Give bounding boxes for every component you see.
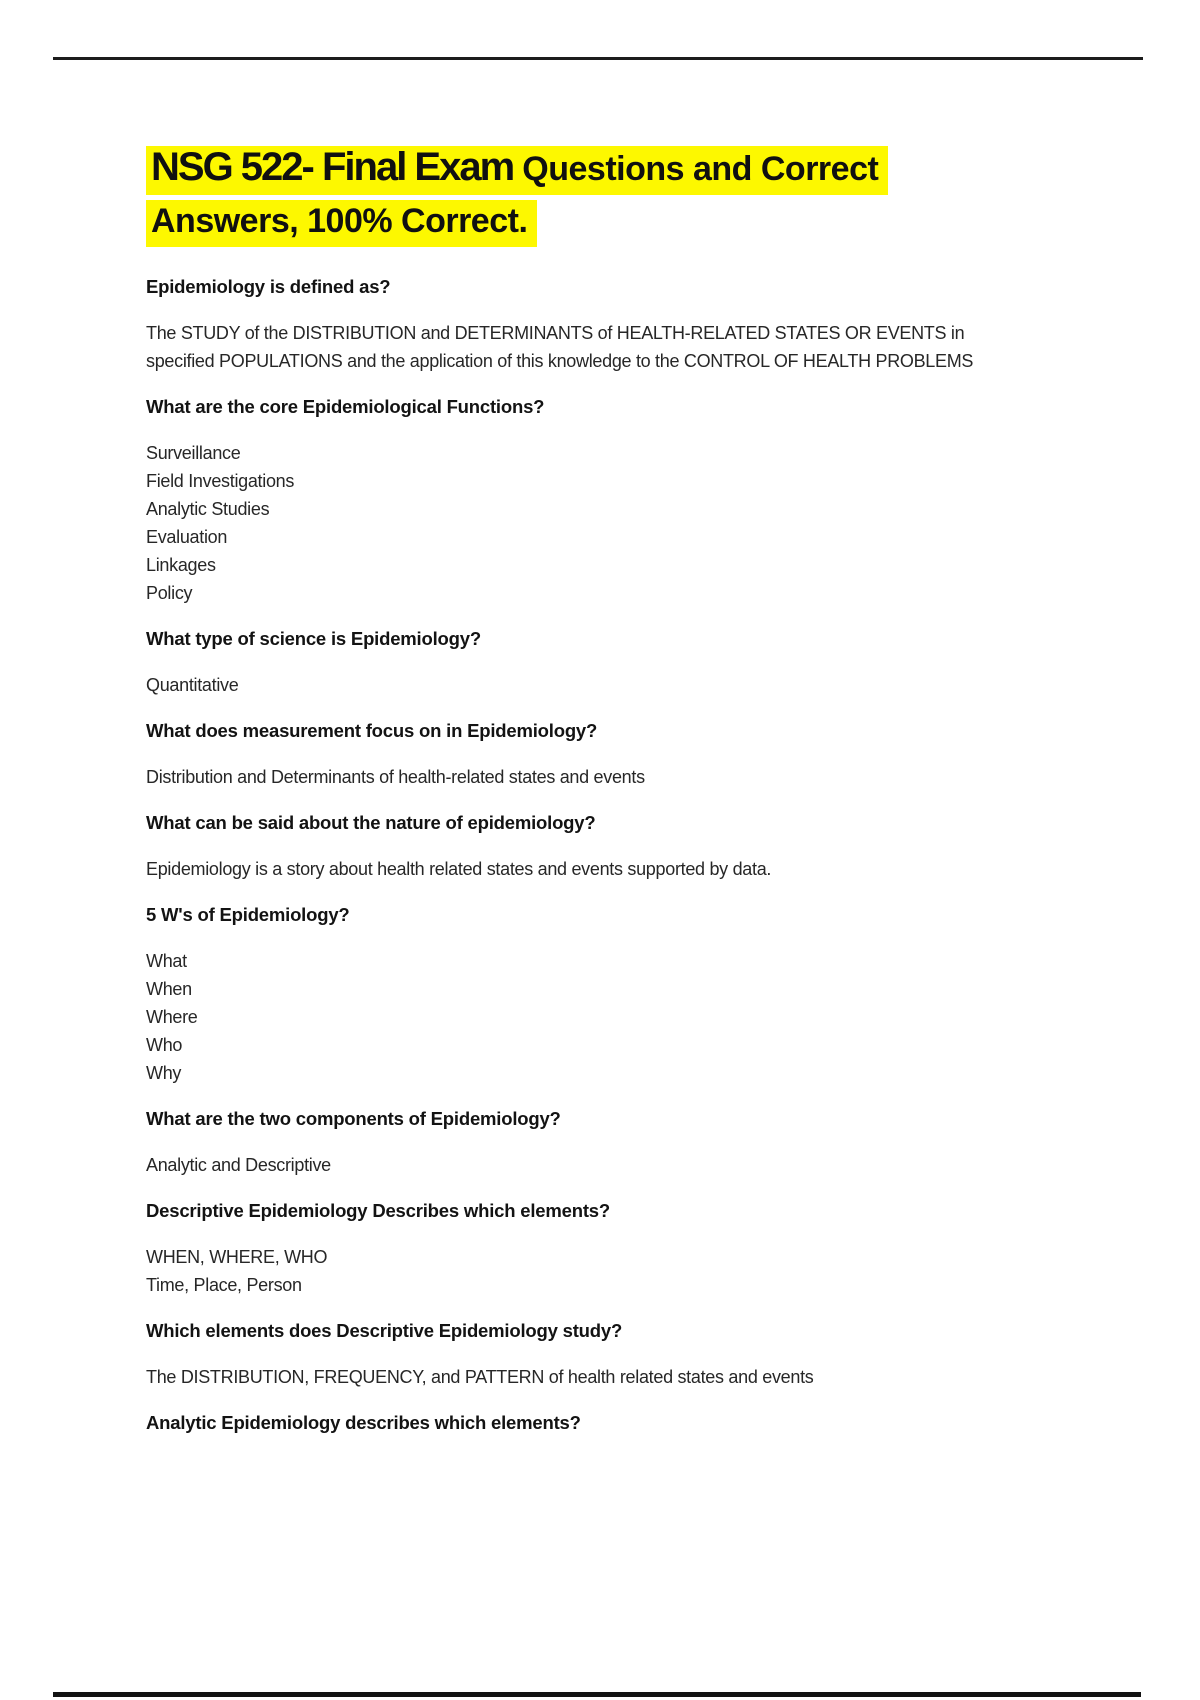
title-course-code: NSG 522- Final Exam bbox=[151, 145, 523, 189]
question-text: What type of science is Epidemiology? bbox=[146, 628, 481, 649]
question-text: What are the two components of Epidemiology? bbox=[146, 1108, 561, 1129]
answer-line: Time, Place, Person bbox=[146, 1275, 302, 1295]
title-line-2-text: Answers, 100% Correct. bbox=[151, 202, 528, 240]
qa-block bbox=[146, 273, 1066, 375]
document-title bbox=[146, 146, 1066, 247]
answer-line: The DISTRIBUTION, FREQUENCY, and PATTERN of health related states and events bbox=[146, 1367, 814, 1387]
qa-block bbox=[146, 625, 1066, 699]
answer-line: Distribution and Determinants of health-related states and events bbox=[146, 767, 645, 787]
answer-line: Policy bbox=[146, 583, 193, 603]
answer-line: The STUDY of the DISTRIBUTION and DETERMINANTS of HEALTH-RELATED STATES OR EVENTS in bbox=[146, 323, 965, 343]
question-text: 5 W's of Epidemiology? bbox=[146, 904, 350, 925]
title-line-1-highlight bbox=[146, 146, 888, 195]
question-text: Analytic Epidemiology describes which elements? bbox=[146, 1412, 581, 1433]
page-bottom-rule bbox=[53, 1692, 1141, 1697]
qa-block bbox=[146, 1317, 1066, 1391]
answer-line: Field Investigations bbox=[146, 471, 295, 491]
answer-text bbox=[146, 947, 1066, 1087]
question-text: Epidemiology is defined as? bbox=[146, 276, 391, 297]
document-body bbox=[146, 146, 1066, 1455]
question-text: Which elements does Descriptive Epidemiology study? bbox=[146, 1320, 623, 1341]
answer-text bbox=[146, 1243, 1066, 1299]
answer-line: Where bbox=[146, 1007, 198, 1027]
answer-line: Analytic and Descriptive bbox=[146, 1155, 331, 1175]
qa-block bbox=[146, 1105, 1066, 1179]
title-line-1 bbox=[146, 146, 1066, 195]
answer-text bbox=[146, 439, 1066, 607]
qa-block bbox=[146, 1409, 1066, 1437]
answer-line: Analytic Studies bbox=[146, 499, 270, 519]
qa-block bbox=[146, 901, 1066, 1087]
answer-line: What bbox=[146, 951, 187, 971]
title-line-2 bbox=[146, 200, 1066, 247]
qa-block bbox=[146, 1197, 1066, 1299]
answer-line: Evaluation bbox=[146, 527, 228, 547]
answer-text bbox=[146, 671, 1066, 699]
question-answer-list bbox=[146, 252, 1066, 1437]
answer-line: Who bbox=[146, 1035, 183, 1055]
answer-line: WHEN, WHERE, WHO bbox=[146, 1247, 328, 1267]
qa-block bbox=[146, 717, 1066, 791]
answer-text bbox=[146, 319, 1066, 375]
answer-text bbox=[146, 1151, 1066, 1179]
answer-line: Linkages bbox=[146, 555, 216, 575]
answer-text bbox=[146, 855, 1066, 883]
qa-block bbox=[146, 393, 1066, 607]
qa-block bbox=[146, 809, 1066, 883]
question-text: What are the core Epidemiological Functions? bbox=[146, 396, 545, 417]
answer-line: Why bbox=[146, 1063, 182, 1083]
title-line-2-highlight bbox=[146, 200, 537, 247]
answer-line: Epidemiology is a story about health related states and events supported by data. bbox=[146, 859, 772, 879]
answer-line: Quantitative bbox=[146, 675, 239, 695]
answer-text bbox=[146, 763, 1066, 791]
question-text: What does measurement focus on in Epidemiology? bbox=[146, 720, 598, 741]
title-subtitle-part: Questions and Correct bbox=[522, 150, 879, 188]
answer-line: When bbox=[146, 979, 192, 999]
question-text: What can be said about the nature of epidemiology? bbox=[146, 812, 596, 833]
page-top-rule bbox=[53, 57, 1143, 60]
answer-line: Surveillance bbox=[146, 443, 241, 463]
question-text: Descriptive Epidemiology Describes which elements? bbox=[146, 1200, 610, 1221]
answer-line: specified POPULATIONS and the application of this knowledge to the CONTROL OF HEALTH PROBLEMS bbox=[146, 351, 974, 371]
answer-text bbox=[146, 1363, 1066, 1391]
